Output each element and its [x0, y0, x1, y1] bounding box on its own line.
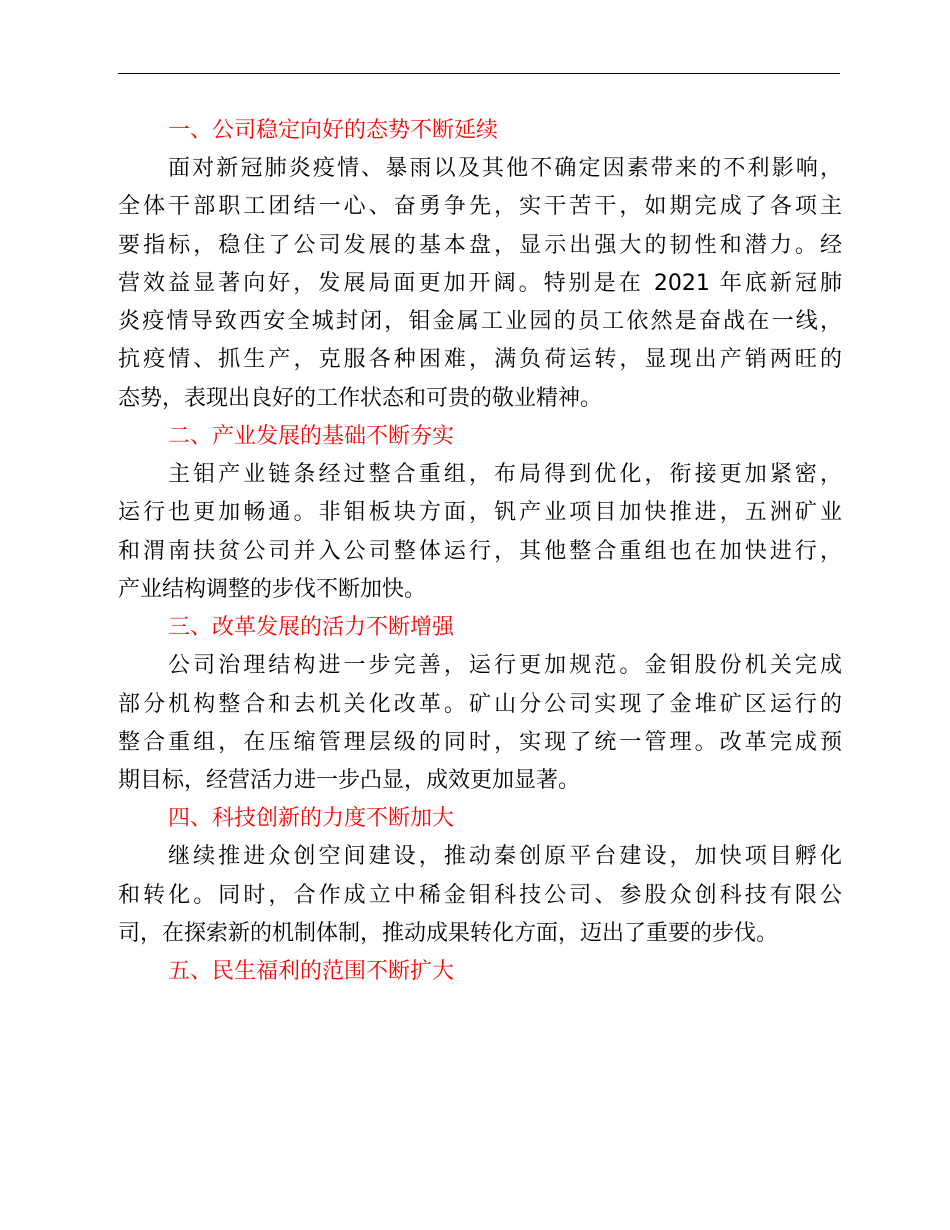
- paragraph-line: 要指标，稳住了公司发展的基本盘，显示出强大的韧性和潜力。经: [118, 232, 842, 258]
- paragraph-line: 面对新冠肺炎疫情、暴雨以及其他不确定因素带来的不利影响，: [168, 156, 842, 181]
- paragraph-line: 抗疫情、抓生产，克服各种困难，满负荷运转，显现出产销两旺的: [118, 347, 842, 373]
- paragraph-line: 态势，表现出良好的工作状态和可贵的敬业精神。: [118, 385, 603, 411]
- section-paragraph: [118, 150, 842, 418]
- header-rule: [118, 73, 840, 74]
- section-heading: 四、科技创新的力度不断加大: [168, 806, 455, 832]
- section-paragraph: [118, 838, 842, 953]
- paragraph-line: 继续推进众创空间建设，推动秦创原平台建设，加快项目孵化: [168, 844, 842, 870]
- section-heading: 五、民生福利的范围不断扩大: [168, 959, 455, 985]
- paragraph-line: 主钼产业链条经过整合重组，布局得到优化，衔接更加紧密，: [168, 462, 842, 488]
- paragraph-line: 炎疫情导致西安全城封闭，钼金属工业园的员工依然是奋战在一线，: [118, 309, 842, 335]
- paragraph-line: 司，在探索新的机制体制，推动成果转化方面，迈出了重要的步伐。: [118, 921, 779, 947]
- section-heading: 二、产业发展的基础不断夯实: [168, 424, 455, 450]
- section-paragraph: [118, 647, 842, 800]
- section-paragraph: [118, 456, 842, 609]
- document-body: [118, 112, 842, 991]
- section-heading: 三、改革发展的活力不断增强: [168, 615, 455, 641]
- section-heading: 一、公司稳定向好的态势不断延续: [168, 118, 499, 143]
- paragraph-line: 和转化。同时，合作成立中稀金钼科技公司、参股众创科技有限公: [118, 882, 842, 908]
- paragraph-line: 产业结构调整的步伐不断加快。: [118, 576, 427, 602]
- paragraph-line: 公司治理结构进一步完善，运行更加规范。金钼股份机关完成: [168, 653, 842, 679]
- paragraph-line: 和渭南扶贫公司并入公司整体运行，其他整合重组也在加快进行，: [118, 538, 842, 564]
- paragraph-line: 运行也更加畅通。非钼板块方面，钒产业项目加快推进，五洲矿业: [118, 500, 842, 526]
- paragraph-line: 整合重组，在压缩管理层级的同时，实现了统一管理。改革完成预: [118, 729, 842, 755]
- paragraph-line: 部分机构整合和去机关化改革。矿山分公司实现了金堆矿区运行的: [118, 691, 842, 717]
- paragraph-line: 期目标，经营活力进一步凸显，成效更加显著。: [118, 768, 581, 794]
- paragraph-line: 营效益显著向好，发展局面更加开阔。特别是在 2021 年底新冠肺: [118, 270, 842, 296]
- paragraph-line: 全体干部职工团结一心、奋勇争先，实干苦干，如期完成了各项主: [118, 194, 842, 220]
